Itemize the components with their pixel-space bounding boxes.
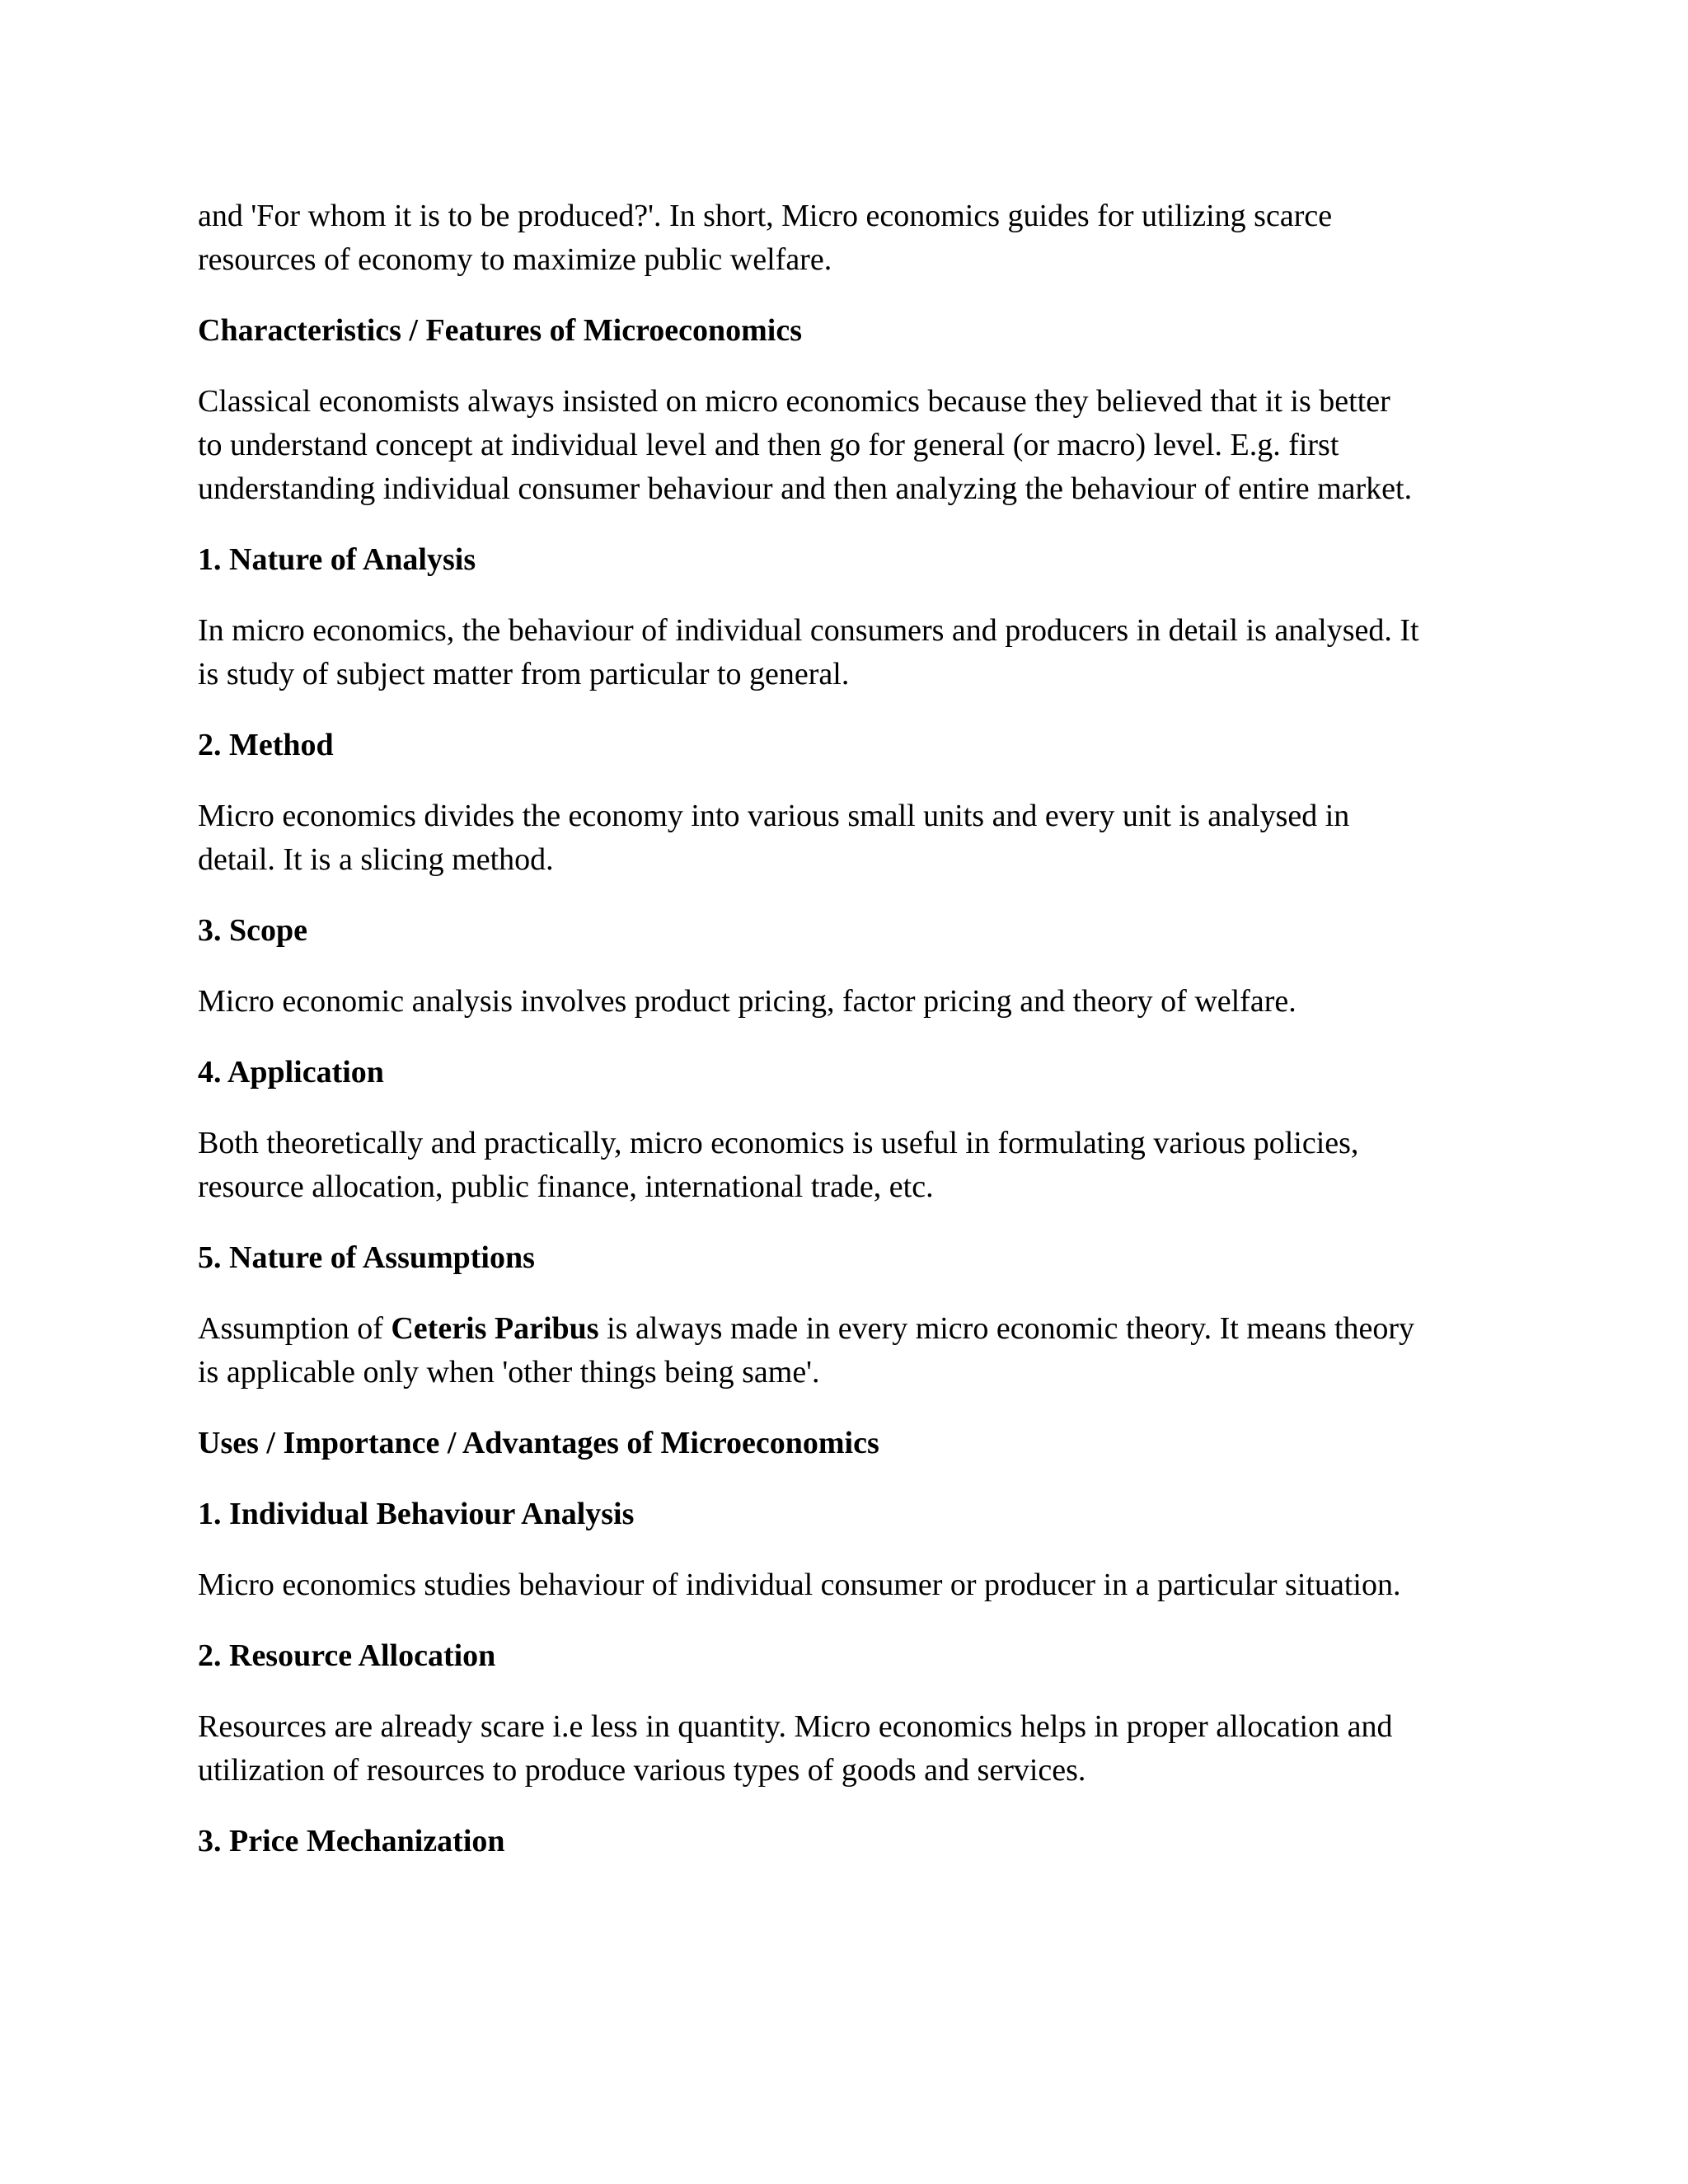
text-run: Assumption of — [198, 1311, 392, 1346]
heading-nature-of-analysis: 1. Nature of Analysis — [198, 542, 476, 577]
text-line — [198, 1307, 1517, 1351]
heading-method: 2. Method — [198, 728, 334, 762]
text-line: Micro economics studies behaviour of individual consumer or producer in a particular situation. — [198, 1568, 1401, 1602]
nature-of-analysis-paragraph — [198, 609, 1517, 696]
heading-individual-behaviour: 1. Individual Behaviour Analysis — [198, 1497, 635, 1531]
text-run: is always made in every micro economic theory. It means theory — [598, 1311, 1415, 1346]
heading-price-mechanization: 3. Price Mechanization — [198, 1824, 505, 1858]
text-line: to understand concept at individual level and then go for general (or macro) level. E.g. first — [198, 428, 1339, 462]
text-line: In micro economics, the behaviour of individual consumers and producers in detail is analysed. It — [198, 613, 1419, 648]
text-line: Both theoretically and practically, micro economics is useful in formulating various policies, — [198, 1126, 1359, 1160]
characteristics-paragraph — [198, 380, 1517, 511]
section-heading-characteristics: Characteristics / Features of Microeconomics — [198, 313, 803, 348]
intro-paragraph — [198, 194, 1517, 282]
text-line: resource allocation, public finance, international trade, etc. — [198, 1169, 934, 1204]
text-line: is study of subject matter from particular to general. — [198, 657, 850, 691]
text-line: Resources are already scare i.e less in quantity. Micro economics helps in proper allocation and — [198, 1709, 1393, 1744]
heading-scope: 3. Scope — [198, 913, 307, 948]
individual-behaviour-paragraph — [198, 1563, 1517, 1607]
text-line: resources of economy to maximize public welfare. — [198, 242, 832, 277]
resource-allocation-paragraph — [198, 1705, 1517, 1793]
method-paragraph — [198, 794, 1517, 882]
heading-application: 4. Application — [198, 1055, 384, 1090]
assumptions-paragraph — [198, 1307, 1517, 1394]
text-line: detail. It is a slicing method. — [198, 842, 554, 877]
text-line: Micro economic analysis involves product pricing, factor pricing and theory of welfare. — [198, 984, 1296, 1019]
application-paragraph — [198, 1122, 1517, 1209]
scope-paragraph — [198, 980, 1517, 1024]
text-line: utilization of resources to produce various types of goods and services. — [198, 1753, 1086, 1788]
text-line: is applicable only when 'other things being same'. — [198, 1355, 820, 1390]
section-heading-uses: Uses / Importance / Advantages of Microeconomics — [198, 1426, 879, 1460]
text-line: Classical economists always insisted on micro economics because they believed that it is better — [198, 384, 1390, 419]
heading-resource-allocation: 2. Resource Allocation — [198, 1638, 496, 1673]
text-line: Micro economics divides the economy into various small units and every unit is analysed in — [198, 799, 1350, 833]
text-line: understanding individual consumer behaviour and then analyzing the behaviour of entire market. — [198, 471, 1413, 506]
text-line: and 'For whom it is to be produced?'. In short, Micro economics guides for utilizing scarce — [198, 199, 1333, 233]
document-page — [198, 194, 1517, 1891]
heading-nature-of-assumptions: 5. Nature of Assumptions — [198, 1240, 535, 1275]
emphasis-ceteris-paribus: Ceteris Paribus — [391, 1311, 599, 1346]
